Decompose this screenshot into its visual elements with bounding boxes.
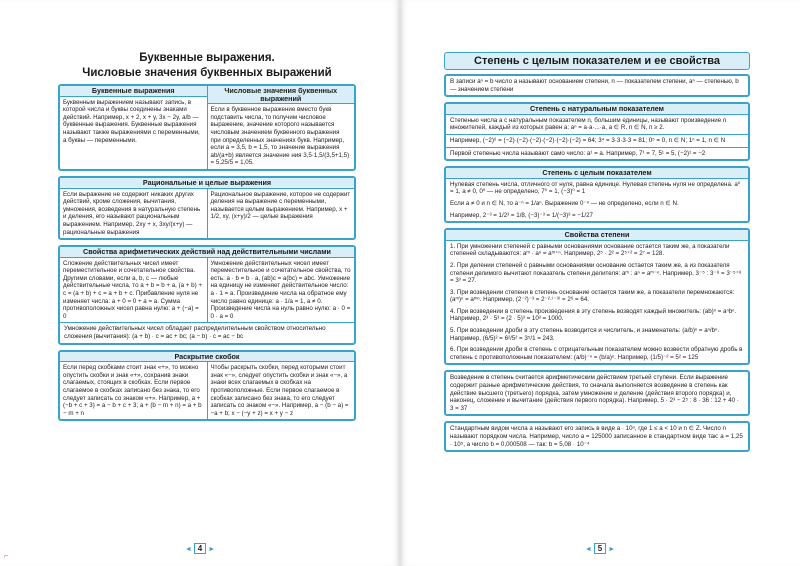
natural-power-example: Например, (−2)⁶ = (−2)·(−2)·(−2)·(−2)·(−2)·(−2) = 64; 3⁴ = 3·3·3·3 = 81; 0⁵ = 0, n ∈ N; 1ⁿ = 1, n ∈ N: [446, 134, 748, 147]
page-number-right: ◄ 5 ►: [584, 544, 616, 553]
arithmetic-properties-box: [58, 245, 356, 345]
integer-expressions-text: Рациональное выражение, которое не содержит деления на выражение с переменными, называется целым выражением. Например, x + 1/2, xy, (x+y)/2 — целые выражения: [207, 189, 355, 239]
next-arrow-icon[interactable]: ►: [208, 546, 216, 553]
numeric-values-heading: Числовые значения буквенных выражений: [208, 86, 355, 104]
property-item: 1. При умножении степеней с равными основаниями основание остается таким же, а показатели степеней складываются: aᵐ · aⁿ = aᵐ⁺ⁿ. Например, 2⁵ · 2² = 2⁵⁺² = 2⁷ = 128.: [450, 242, 730, 258]
page-title-line2: Числовые значения буквенных выражений: [82, 67, 332, 79]
page-title-right: Степень с целым показателем и ее свойства: [444, 52, 750, 70]
property-item: 2. При делении степеней с равными основаниями основание остается таким же, а из показателя степени делимого вычитают показатель степени делителя: aᵐ : aⁿ = aᵐ⁻ⁿ. Например, 3⁻⁵ : 3⁻⁸ = 3⁻⁵⁺⁸ = 3³ = 27.: [450, 261, 742, 285]
power-intro-text: В записи aⁿ = b число a называют основанием степени, n — показателем степени, aⁿ — степенью, b — значением степени: [450, 78, 739, 93]
property-item: 5. При возведении дроби в эту степень возводится и числитель, и знаменатель: (a/b)ⁿ = aⁿ/bⁿ. Например, (6/5)² = 6²/5² = 3⁵/1 = 243.: [450, 327, 720, 342]
rational-expressions-box: [58, 176, 356, 240]
brackets-box: [58, 350, 356, 422]
power-properties-box: [444, 228, 750, 365]
rational-expressions-heading: Рациональные и целые выражения: [60, 178, 354, 189]
right-page: [400, 0, 800, 566]
corner-mark-icon: ⌐: [4, 553, 9, 560]
standard-form-text: Стандартным видом числа a называют его запись в виде a · 10ⁿ, где 1 ≤ a < 10 и n ∈ Z. Число n называют порядком числа. Например, число a = 125000 записанное в стандартном виде так: a = 1,25 · 10⁵, а число b = 0,000508 — так: b = 5,08 · 10⁻⁴: [450, 425, 743, 448]
property-item: 4. При возведении в степень произведения в эту степень возводят каждый множитель: (ab)ⁿ = aⁿbⁿ. Например, 2³ · 5³ = (2 · 5)³ = 10³ = 1000.: [450, 307, 737, 323]
first-power-text: Первой степенью числа называют само число: a¹ = a. Например, 7¹ = 7, 5¹ = 5, (−2)¹ = −2: [446, 147, 748, 160]
plus-brackets-text: Если перед скобками стоит знак «+», то можно опустить скобки и знак «+», сохранив знаки слагаемых, стоящих в скобках. Если первое слагаемое в скобках записано без знака, то его следует записать со знаком «+». Например, a + (−b + c + 3) = a − b + c + 3; a + (b − m + n) = a + b − m + n: [63, 364, 202, 417]
prev-arrow-icon[interactable]: ◄: [184, 546, 192, 553]
natural-power-heading: Степень с натуральным показателем: [446, 104, 748, 115]
right-content: [444, 52, 750, 457]
power-intro-box: [444, 74, 750, 97]
natural-power-definition: Степенью числа a с натуральным показателем n, большим единицы, называют произведение n множителей, каждый из которых равен a: aⁿ = a·a·...·a, a ∈ R, n ∈ N, n ≥ 2.: [450, 116, 727, 132]
standard-form-box: [444, 421, 750, 452]
natural-power-box: [444, 102, 750, 161]
letter-expressions-box: [58, 84, 356, 171]
rational-expressions-text: Если выражение не содержит никаких других действий, кроме сложения, вычитания, умножения, возведения в натуральную степень и деления, его называют рациональным выражением. Например, 2xy + x, 3xy/(x+y) — рациональные выражения: [63, 190, 201, 236]
property-item: 6. При возведении дроби в степень с отрицательным показателем можно возвести обратную дробь в степень с противоположным показателем: (a/b)⁻ⁿ = (b/a)ⁿ. Например, (1/5)⁻² = 5² = 125: [450, 346, 743, 361]
order-of-operations-text: Возведение в степень считается арифметическим действием третьей ступени. Если выражение содержит разные арифметические действия, то сначала выполняется возведение в степень как действие высшего (третьего) порядка, затем умножение и деление (действия второго порядка) и, наконец, сложение и вычитание (действия первого порядка). Например, 5 · 2³ − 2⁵ : 8 · 36 : 12 + 40 · 3 = 37: [450, 374, 739, 412]
negative-power-example: Например, 2⁻³ = 1/2³ = 1/8, (−3)⁻³ = 1/(−3)³ = −1/27: [450, 211, 593, 219]
zero-power-text: Нулевая степень числа, отличного от нуля, равна единице. Нулевая степень нуля не определена. a⁰ = 1, a ≠ 0, 0⁰ — не определено, 7⁰ = 1, (−3)⁰ = 1: [450, 180, 741, 196]
next-arrow-icon[interactable]: ►: [608, 546, 616, 553]
letter-expressions-text: Буквенным выражением называют запись, в которой числа и буквы соединены знаками действий. Например, x + 2, x + y, 3x − 2y, a/b — буквенные выражения. Буквенные выражения называют также выражениями с переменными, а буквы — переменными.: [63, 98, 200, 144]
multiplication-properties-text: Умножение действительных чисел имеет переместительное и сочетательное свойства, то есть: a · b = b · a, (ab)c = a(bc) = abc. Умножение на единицу не изменяет действительное число: a · 1 = a. Произведение числа на обратное ему число равно единице: a · 1/a = 1, a ≠ 0. Произведение числа на нуль равно нулю: a · 0 = 0 · a = 0: [207, 258, 355, 323]
brackets-heading: Раскрытие скобок: [60, 352, 354, 363]
addition-properties-text: Сложение действительных чисел имеет переместительное и сочетательное свойства. Другими словами, если a, b, c — любые действительные числа, то a + b = b + a, (a + b) + c = (a + b) + c = a + b + c. Прибавление нуля не изменяет числа: a + 0 = 0 + a = a. Сумма противоположных чисел равна нулю: a + (−a) = 0: [63, 259, 202, 320]
integer-power-heading: Степень с целым показателем: [446, 168, 748, 179]
order-of-operations-box: [444, 370, 750, 416]
distributive-property-text: Умножение действительных чисел обладает распределительным свойством относительно сложения (вычитания): (a + b) · c = ac + bc; (a − b) · c = ac − bc: [60, 322, 354, 342]
negative-power-text: Если a ≠ 0 и n ∈ N, то a⁻ⁿ = 1/aⁿ. Выражение 0⁻ⁿ — не определено, если n ∈ N.: [450, 199, 679, 207]
minus-brackets-text: Чтобы раскрыть скобки, перед которыми стоит знак «−», следует опустить скобки и знак «−», а знаки всех слагаемых в скобках на противоположные. Если первое слагаемое в скобках записано без знака, то его следует записать со знаком «−». Например, a − (b − a) = −a + b; x − (−y + z) = x + y − z: [207, 362, 355, 419]
prev-arrow-icon[interactable]: ◄: [584, 546, 592, 553]
arithmetic-properties-heading: Свойства арифметических действий над действительными числами: [60, 247, 354, 258]
letter-expressions-heading: Буквенные выражения: [60, 86, 207, 97]
page-number-left: ◄ 4 ►: [184, 544, 216, 553]
power-properties-heading: Свойства степени: [446, 230, 748, 241]
page-title-line1: Буквенные выражения.: [139, 52, 275, 64]
numeric-values-text: Если в буквенное выражение вместо букв подставить числа, то получим числовое выражение, значение которого называется числовым значением буквенного выражения при определенных значениях букв. Например, если a = 3,5, b = 1,5, то значение выражения ab/(a+b) является значение ния 3,5·1,5/(3,5+1,5) = 5,25/5 = 1,05.: [210, 106, 350, 167]
property-item: 3. При возведении степени в степень основание остается таким же, а показатели перемножаются: (aᵐ)ⁿ = aᵐⁿ. Например, (2⁻²)⁻³ = 2⁻²·⁽⁻³⁾ = 2⁶ = 64.: [450, 288, 735, 304]
left-content: [58, 52, 356, 426]
integer-power-box: [444, 166, 750, 223]
